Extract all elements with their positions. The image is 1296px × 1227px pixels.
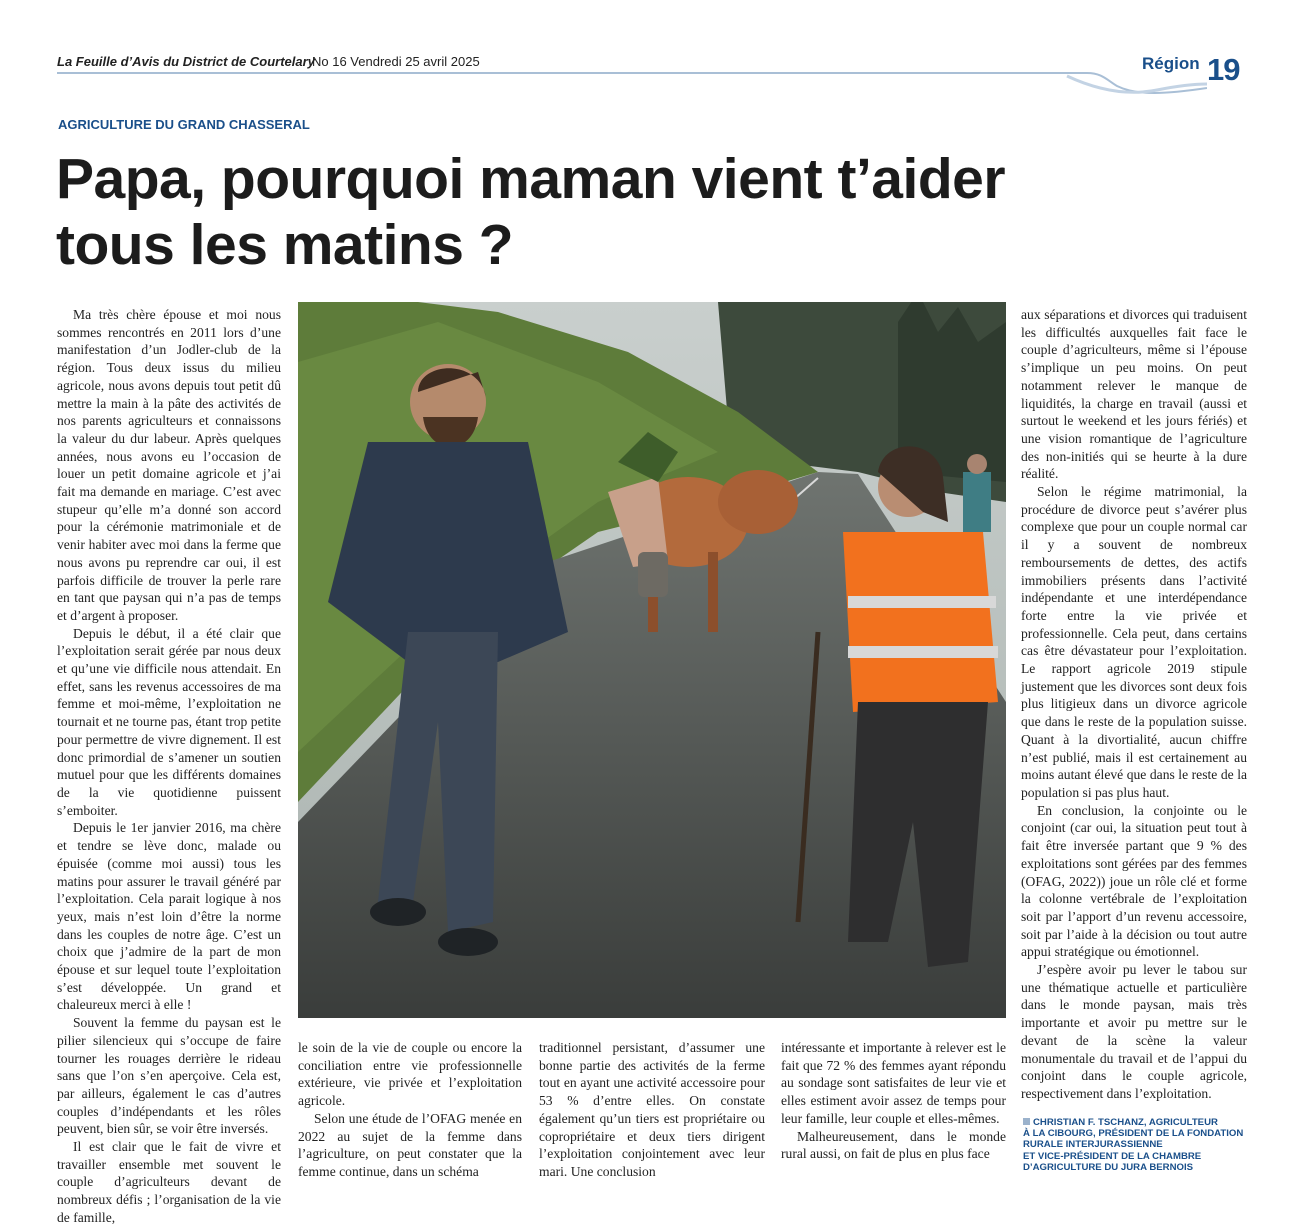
headline-line-2: tous les matins ? [56, 213, 514, 277]
byline-line: D’AGRICULTURE DU JURA BERNOIS [1023, 1161, 1194, 1173]
issue-date: No 16 Vendredi 25 avril 2025 [312, 54, 480, 69]
newspaper-name: La Feuille d’Avis du District de Courtelary [57, 54, 315, 69]
byline-line: À LA CIBOURG, PRÉSIDENT DE LA FONDATION [1023, 1128, 1244, 1140]
author-byline [1023, 1117, 1253, 1173]
byline-line: ET VICE-PRÉSIDENT DE LA CHAMBRE [1023, 1150, 1202, 1162]
byline-line: RURALE INTERJURASSIENNE [1023, 1139, 1163, 1151]
paragraph: traditionnel persistant, d’assumer une bonne partie des activités de la ferme tout en ayant une activité accessoire pour 53 % d’entre elles. On constate également qu’un tiers est propriétaire ou copropriétaire et deux tiers dirigent l’exploitation conjointement avec leur mari. Une conclusion [539, 1040, 765, 1179]
article-column-2 [298, 1039, 522, 1181]
header-wave-rule [57, 70, 1207, 100]
article-headline [56, 146, 1206, 278]
paragraph: intéressante et importante à relever est le fait que 72 % des femmes ayant répondu au sondage sont satisfaites de leur vie et elles estiment avoir assez de temps pour leur famille, leur couple et elles-mêmes. [781, 1040, 1006, 1126]
byline-line: CHRISTIAN F. TSCHANZ, AGRICULTEUR [1033, 1117, 1218, 1128]
paragraph: Ma très chère épouse et moi nous sommes rencontrés en 2011 lors d’une manifestation d’un Jodler-club de la région. Tous deux issus du milieu agricole, nous avons depuis tout petit dû mettre la main à la pâte des activités de nos parents agriculteurs et connaissons la valeur du dur labeur. Après quelques années, nous avons eu l’occasion de louer un petit domaine agricole et j’ai fait ma demande en mariage. C’est avec stupeur qu’elle m’a donné son accord pour la cérémonie matrimoniale et de venir habiter avec moi dans la ferme que nous avons pu reprendre car oui, il est parfois difficile de trouver la perle rare en tant que paysan qui n’a pas de temps et d’argent à proposer. [57, 307, 281, 623]
paragraph: Selon une étude de l’OFAG menée en 2022 au sujet de la femme dans l’agriculture, on peut constater que la femme continue, dans un schéma [298, 1110, 522, 1179]
photo-illustration [298, 302, 1006, 1018]
article-column-1 [57, 306, 281, 1227]
paragraph: En conclusion, la conjointe ou le conjoint (car oui, la situation peut tout à fait être inversée partant que 9 % des exploitations sont gérées par des femmes (OFAG, 2022)) joue un rôle clé et forme la colonne vertébrale de l’exploitation soit par l’apport d’un revenu accessoire, soit par l’aide à la décision ou tout autre appui stratégique ou émotionnel. [1021, 802, 1247, 960]
article-kicker: AGRICULTURE DU GRAND CHASSERAL [58, 117, 310, 132]
paragraph: J’espère avoir pu lever le tabou sur une thématique actuelle et particulière dans le monde paysan, mais très importante et avoir pu mettre sur le devant de la scène la valeur monumentale du travail et de l’appui du conjoint dans le couple agricole, respectivement dans l’exploitation. [1021, 962, 1247, 1101]
paragraph: Depuis le début, il a été clair que l’exploitation serait gérée par nous deux et qu’une vie difficile nous attendait. En effet, sans les revenus accessoires de ma femme et moi-même, l’exploitation ne tournait et ne tourne pas, étant trop petite pour permettre de vivre dignement. Il est donc primordial de s’amener un soutien mutuel pour que les différents domaines de la vie quotidienne puissent s’emboiter. [57, 625, 281, 818]
section-label: Région [1142, 54, 1200, 73]
article-column-4 [781, 1039, 1006, 1163]
headline-line-1: Papa, pourquoi maman vient t’aider [56, 147, 1006, 211]
paragraph: Malheureusement, dans le monde rural aussi, on fait de plus en plus face [781, 1128, 1006, 1162]
page-number: 19 [1207, 52, 1240, 87]
paragraph: Souvent la femme du paysan est le pilier silencieux qui s’occupe de faire tourner les rouages derrière le rideau sans que l’on s’en aperçoive. Cela est, par ailleurs, également le cas d’autres couples d’indépendants et les rôles peuvent, bien sûr, se voir être inversés. [57, 1015, 281, 1137]
byline-marker-icon [1023, 1118, 1030, 1125]
article-column-3 [539, 1039, 765, 1181]
paragraph: Depuis le 1er janvier 2016, ma chère et tendre se lève donc, malade ou épuisée (comme moi aussi) tous les matins pour assurer le travail généré par l’exploitation. Cela parait logique à nos yeux, mais n’est loin d’être la norme dans les couples de notre âge. C’est un choix que j’admire de la part de mon épouse et sur lequel toute l’exploitation s’est développée. Un grand et chaleureux merci à elle ! [57, 820, 281, 1013]
paragraph: le soin de la vie de couple ou encore la conciliation entre vie professionnelle extérieure, vie privée et l’exploitation agricole. [298, 1040, 522, 1109]
paragraph: aux séparations et divorces qui traduisent les difficultés auxquelles fait face le couple d’agriculteurs, même si l’épouse s’implique un peu moins. On peut notamment relever le manque de liquidités, la charge en travail (aussi et surtout le weekend et les jours fériés) et une vision romantique de l’agriculture des non-initiés qui se heurte à la dure réalité. [1021, 307, 1247, 482]
article-column-5 [1021, 306, 1247, 1103]
article-photo [298, 302, 1006, 1018]
paragraph: Selon le régime matrimonial, la procédure de divorce peut s’avérer plus complexe que pour un couple normal car il y a souvent de nombreux remboursements de dettes, des actifs immobiliers présents dans l’activité indépendante et une interdépendance forte entre la vie privée et professionnelle. Cela peut, dans certains cas être dévastateur pour l’exploitation. Le rapport agricole 2019 stipule justement que les divorces sont deux fois plus litigieux dans un divorce agricole que dans le reste de la population suisse. Quant à la divortialité, aucun chiffre n’est publié, mais il est certainement au moins autant élevé que dans le reste de la population si pas plus haut. [1021, 484, 1247, 800]
paragraph: Il est clair que le fait de vivre et travailler ensemble met souvent le couple d’agriculteurs devant de nombreux défis ; l’organisation de la vie de famille, [57, 1139, 281, 1225]
